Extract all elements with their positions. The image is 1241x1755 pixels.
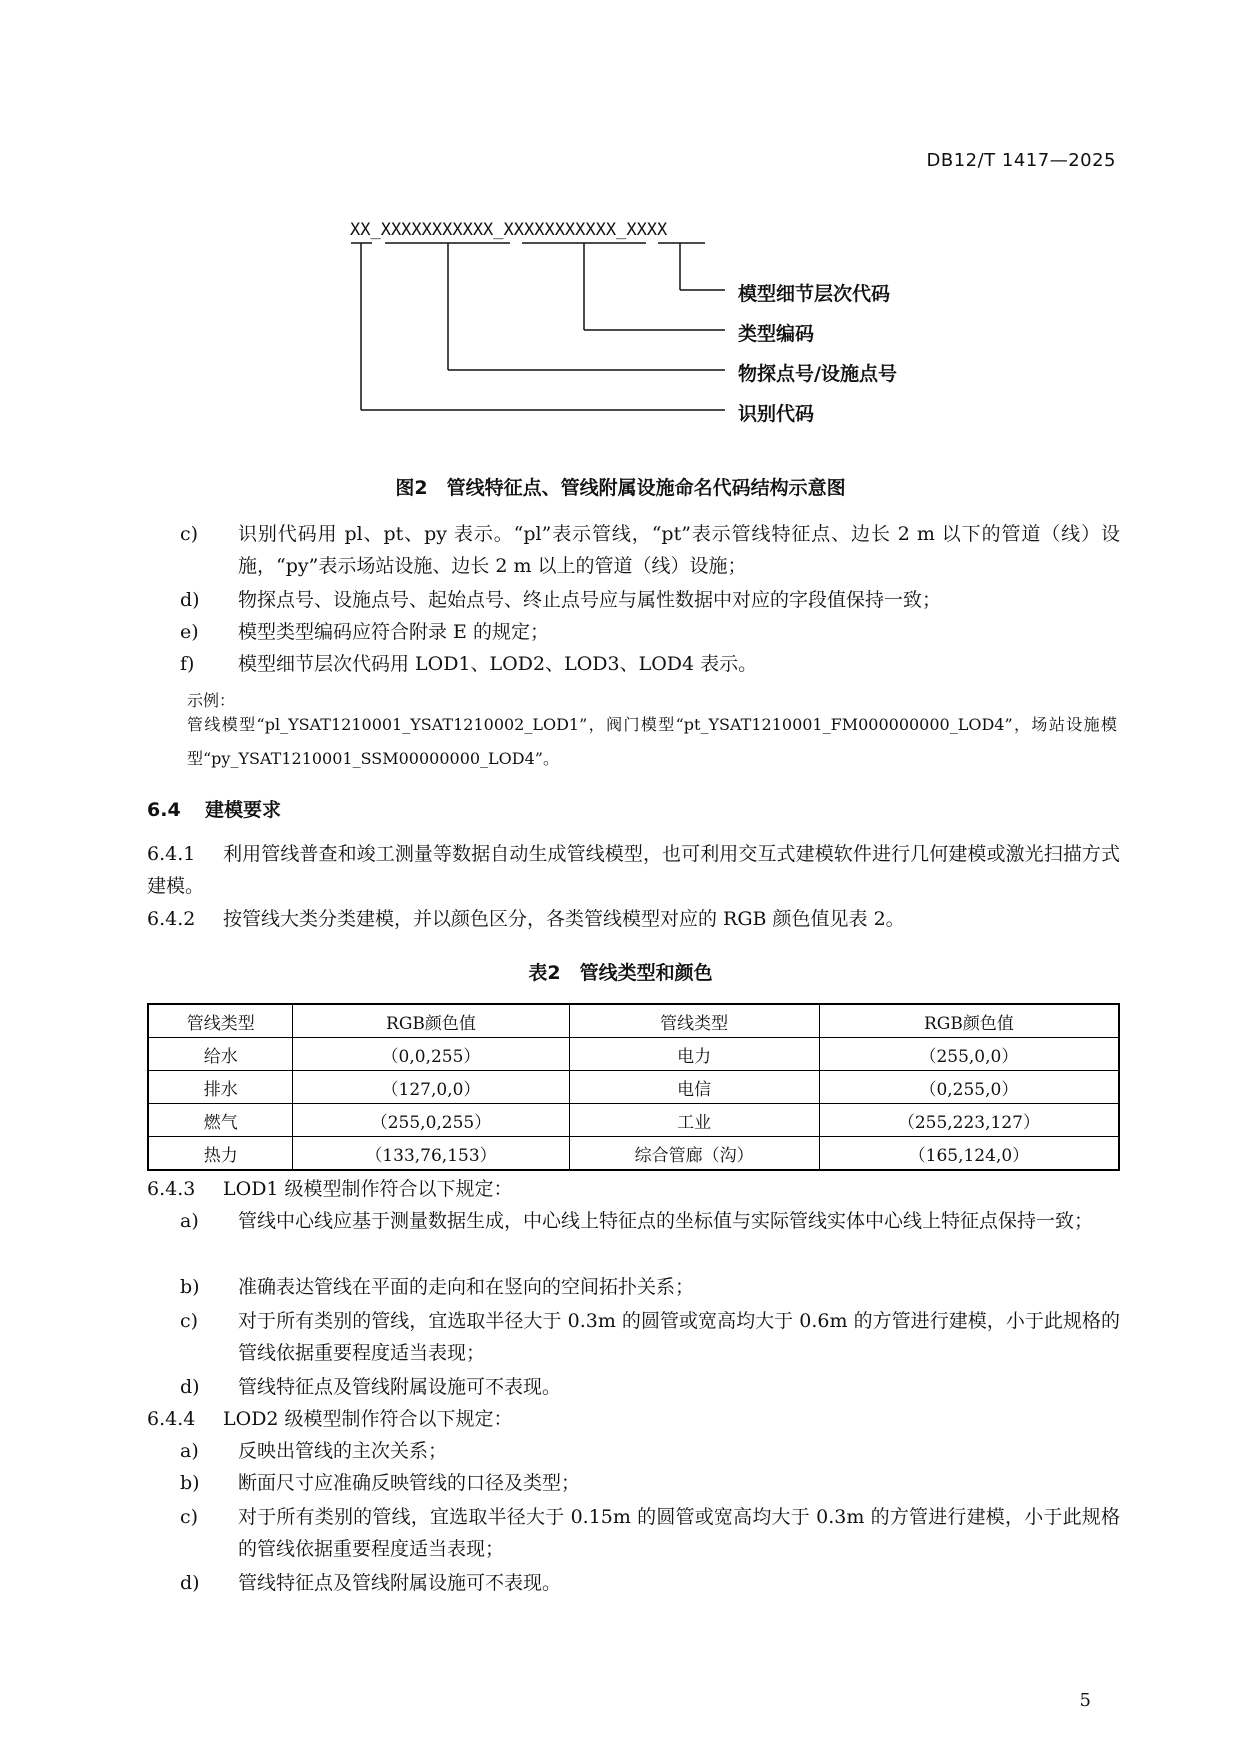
list-item [180, 1435, 1120, 1467]
paragraph-number: 6.4.1 [147, 843, 196, 865]
table-cell: （0,0,255） [293, 1038, 569, 1071]
table-caption: 表2 管线类型和颜色 [528, 962, 713, 984]
paragraph-number: 6.4.4 [147, 1408, 196, 1430]
table-header-cell: RGB颜色值 [293, 1004, 569, 1038]
table-cell: 综合管廊（沟） [569, 1137, 819, 1171]
figure-label-lod-code: 模型细节层次代码 [738, 283, 891, 305]
table-cell: （127,0,0） [293, 1071, 569, 1104]
paragraph-number: 6.4.2 [147, 908, 196, 930]
paragraph-text: 按管线大类分类建模，并以颜色区分，各类管线模型对应的 RGB 颜色值见表 2。 [223, 908, 905, 930]
section-number: 6.4 [147, 799, 181, 821]
table-header-cell: 管线类型 [148, 1004, 293, 1038]
list-marker: a) [180, 1210, 199, 1232]
list-marker: d) [180, 1376, 200, 1398]
list-text: 反映出管线的主次关系； [238, 1440, 448, 1462]
table-row [148, 1104, 1119, 1137]
table-row [148, 1071, 1119, 1104]
list-item [180, 1371, 1120, 1403]
list-item [180, 648, 1120, 680]
list-marker: c) [180, 1506, 199, 1528]
table-cell: （0,255,0） [819, 1071, 1119, 1104]
paragraph-6-4-1 [147, 838, 1120, 902]
table-cell: 燃气 [148, 1104, 293, 1137]
table-cell: 热力 [148, 1137, 293, 1171]
list-text: 管线中心线应基于测量数据生成，中心线上特征点的坐标值与实际管线实体中心线上特征点保持一致； [238, 1210, 1094, 1232]
table-cell: （255,0,0） [819, 1038, 1119, 1071]
table-cell: 电信 [569, 1071, 819, 1104]
list-marker: e) [180, 621, 199, 643]
list-text: 对于所有类别的管线，宜选取半径大于 0.3m 的圆管或宽高均大于 0.6m 的方管进行建模，小于此规格的管线依据重要程度适当表现； [238, 1310, 1120, 1364]
list-marker: d) [180, 589, 200, 611]
list-item [180, 518, 1120, 582]
list-marker: d) [180, 1572, 200, 1594]
figure-label-type-code: 类型编码 [738, 323, 815, 345]
pipeline-color-table [147, 1003, 1120, 1171]
table-row [148, 1038, 1119, 1071]
list-item [180, 1567, 1120, 1599]
figure-label-id-code: 识别代码 [738, 403, 815, 425]
list-text: 识别代码用 pl、pt、py 表示。“pl”表示管线，“pt”表示管线特征点、边长 2 m 以下的管道（线）设施，“py”表示场站设施、边长 2 m 以上的管道（线）设施； [238, 523, 1120, 577]
example-text: 管线模型“pl_YSAT1210001_YSAT1210002_LOD1”，阀门模型“pt_YSAT1210001_FM000000000_LOD4”，场站设施模型“py_YSAT1210001_SSM00000000_LOD4”。 [187, 715, 1117, 768]
figure-code-pattern: XX_XXXXXXXXXXX_XXXXXXXXXXX_XXXX [350, 220, 668, 240]
list-item [180, 1467, 1120, 1499]
list-item [180, 1305, 1120, 1369]
table-cell: （255,223,127） [819, 1104, 1119, 1137]
table-cell: （165,124,0） [819, 1137, 1119, 1171]
table-cell: 电力 [569, 1038, 819, 1071]
list-item [180, 1205, 1120, 1269]
paragraph-text: LOD2 级模型制作符合以下规定： [223, 1408, 513, 1430]
paragraph-text: 利用管线普查和竣工测量等数据自动生成管线模型，也可利用交互式建模软件进行几何建模或激光扫描方式建模。 [147, 843, 1120, 897]
list-text: 物探点号、设施点号、起始点号、终止点号应与属性数据中对应的字段值保持一致； [238, 589, 942, 611]
table-header-cell: 管线类型 [569, 1004, 819, 1038]
table-cell: （255,0,255） [293, 1104, 569, 1137]
list-text: 对于所有类别的管线，宜选取半径大于 0.15m 的圆管或宽高均大于 0.3m 的方管进行建模，小于此规格的管线依据重要程度适当表现； [238, 1506, 1120, 1560]
figure-connector-lines [0, 0, 1241, 460]
table-cell: （133,76,153） [293, 1137, 569, 1171]
document-id: DB12/T 1417—2025 [926, 150, 1116, 171]
list-marker: c) [180, 523, 199, 545]
paragraph-6-4-3 [147, 1173, 1120, 1205]
table-cell: 给水 [148, 1038, 293, 1071]
section-title: 建模要求 [205, 799, 282, 821]
list-text: 模型细节层次代码用 LOD1、LOD2、LOD3、LOD4 表示。 [238, 653, 758, 675]
paragraph-6-4-4 [147, 1403, 1120, 1435]
paragraph-number: 6.4.3 [147, 1178, 196, 1200]
list-marker: b) [180, 1276, 200, 1298]
table-cell: 工业 [569, 1104, 819, 1137]
table-row [148, 1137, 1119, 1171]
list-text: 准确表达管线在平面的走向和在竖向的空间拓扑关系； [238, 1276, 695, 1298]
figure-caption: 图2 管线特征点、管线附属设施命名代码结构示意图 [395, 477, 846, 499]
list-marker: c) [180, 1310, 199, 1332]
paragraph-text: LOD1 级模型制作符合以下规定： [223, 1178, 513, 1200]
figure-label-point-number: 物探点号/设施点号 [738, 363, 897, 385]
table-header-row [148, 1004, 1119, 1038]
list-marker: b) [180, 1472, 200, 1494]
list-marker: a) [180, 1440, 199, 1462]
table-header-cell: RGB颜色值 [819, 1004, 1119, 1038]
section-heading [147, 795, 281, 822]
list-item [180, 1501, 1120, 1565]
table-cell: 排水 [148, 1071, 293, 1104]
paragraph-6-4-2 [147, 903, 1120, 935]
example-title: 示例： [187, 691, 236, 710]
list-item [180, 584, 1120, 616]
list-text: 管线特征点及管线附属设施可不表现。 [238, 1572, 562, 1594]
list-item [180, 1271, 1120, 1303]
list-text: 断面尺寸应准确反映管线的口径及类型； [238, 1472, 581, 1494]
page-number: 5 [1079, 1690, 1091, 1711]
list-marker: f) [180, 653, 195, 675]
list-item [180, 616, 1120, 648]
list-text: 模型类型编码应符合附录 E 的规定； [238, 621, 549, 643]
list-text: 管线特征点及管线附属设施可不表现。 [238, 1376, 562, 1398]
